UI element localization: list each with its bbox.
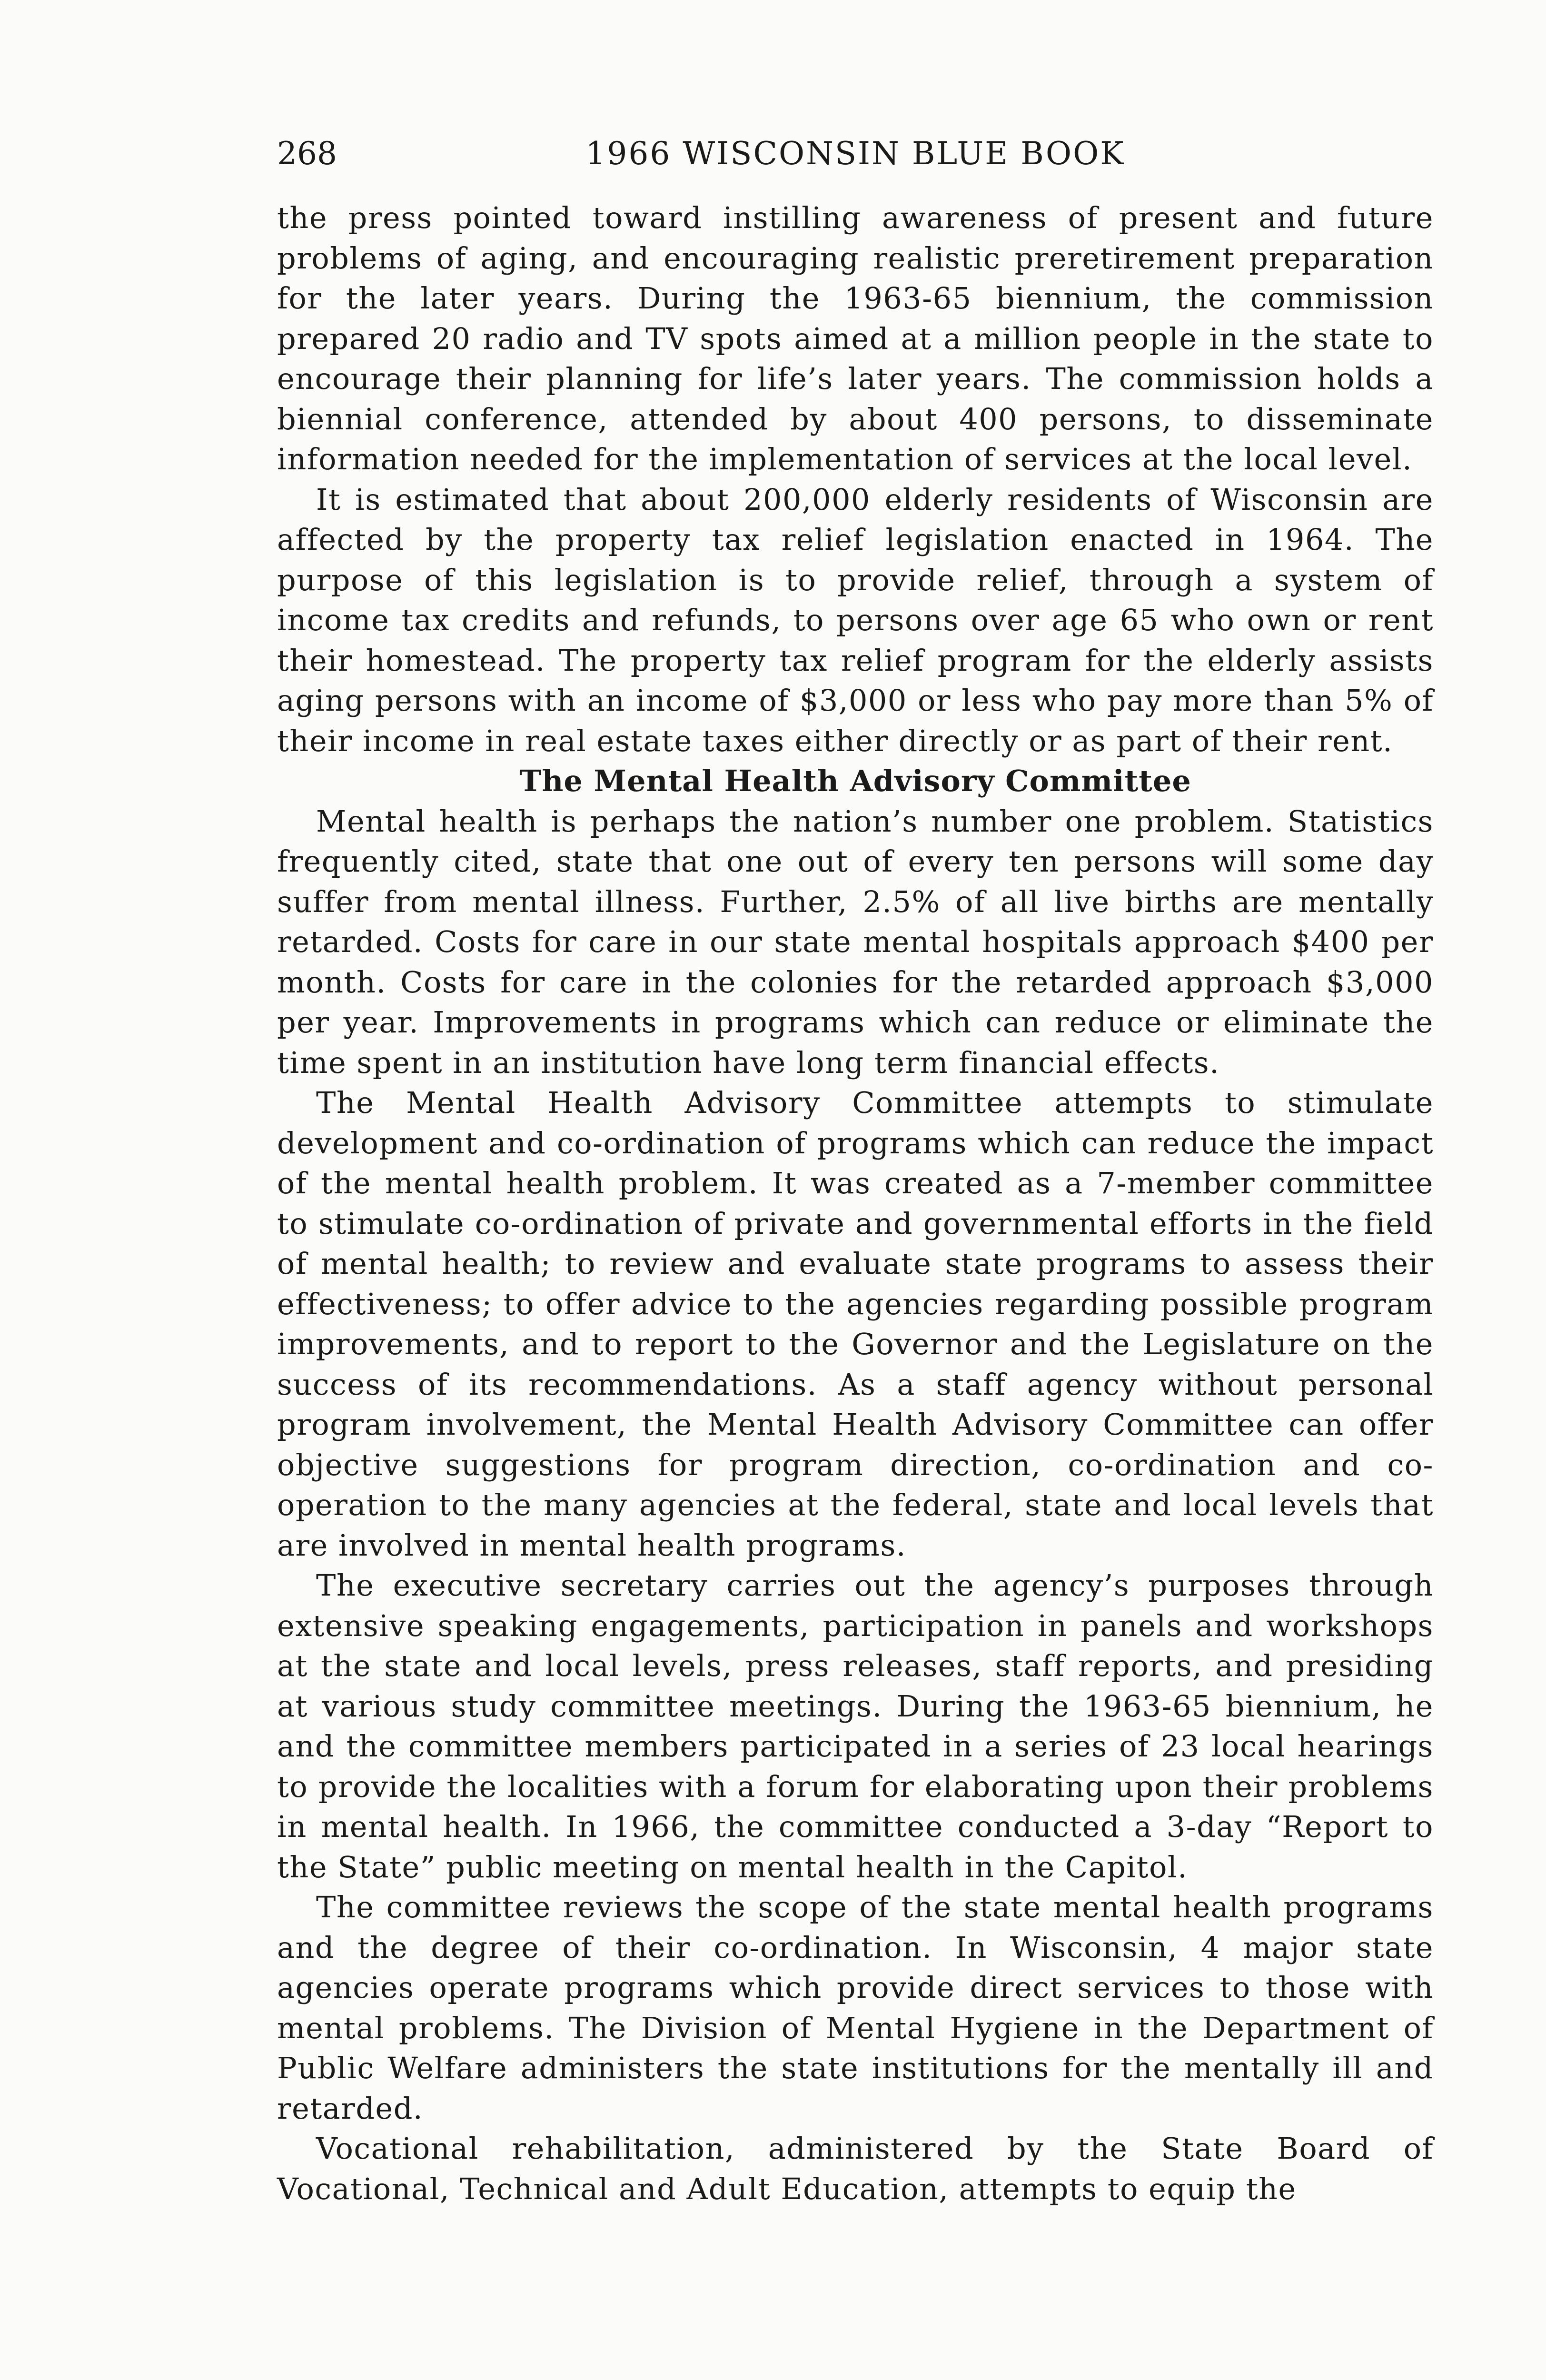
page-number: 268 — [277, 135, 337, 172]
paragraph-mental-health-problem: Mental health is perhaps the nation’s number one problem. Statistics frequently cited, state that one out of every ten persons will some day suffer from mental illness. Further, 2.5% of all live births are mentally retarded. Costs for care in our state mental hospitals approach $400 per month. Costs for care in the colonies for the retarded approach $3,000 per year. Improvements in programs which can reduce or eliminate the time spent in an institution have long term financial effects. — [277, 803, 1434, 1080]
running-title: 1966 WISCONSIN BLUE BOOK — [585, 135, 1125, 172]
paragraph-vocational-rehabilitation: Vocational rehabilitation, administered by the State Board of Vocational, Technical and Adult Education, attempts to equip the — [277, 2131, 1434, 2206]
paragraph-aging-publicity: the press pointed toward instilling awareness of present and future problems of aging, and encouraging realistic preretirement preparation for the later years. During the 1963-65 biennium, the commission prepared 20 radio and TV spots aimed at a million people in the state to encourage their planning for life’s later years. The commission holds a biennial conference, attended by about 400 persons, to disseminate information needed for the implementation of services at the local level. — [277, 200, 1434, 476]
body-text — [277, 198, 1434, 2209]
paragraph-executive-secretary: The executive secretary carries out the agency’s purposes through extensive speaking engagements, participation in panels and workshops at the state and local levels, press releases, staff reports, and presiding at various study committee meetings. During the 1963-65 biennium, he and the committee members participated in a series of 23 local hearings to provide the localities with a forum for elaborating upon their problems in mental health. In 1966, the committee conducted a 3-day “Report to the State” public meeting on mental health in the Capitol. — [277, 1568, 1434, 1884]
paragraph-program-review: The committee reviews the scope of the state mental health programs and the degree of their co-ordination. In Wisconsin, 4 major state agencies operate programs which provide direct services to those with mental problems. The Division of Mental Hygiene in the Department of Public Welfare administers the state institutions for the mentally ill and retarded. — [277, 1890, 1434, 2126]
section-heading: The Mental Health Advisory Committee — [519, 764, 1191, 798]
page-header — [277, 132, 1434, 175]
paragraph-property-tax-relief: It is estimated that about 200,000 elderly residents of Wisconsin are affected by the property tax relief legislation enacted in 1964. The purpose of this legislation is to provide relief, through a system of income tax credits and refunds, to persons over age 65 who own or rent their homestead. The property tax relief program for the elderly assists aging persons with an income of $3,000 or less who pay more than 5% of their income in real estate taxes either directly or as part of their rent. — [277, 482, 1434, 758]
paragraph-committee-purpose: The Mental Health Advisory Committee attempts to stimulate development and co-ordination of programs which can reduce the impact of the mental health problem. It was created as a 7-member committee to stimulate co-ordination of private and governmental efforts in the field of mental health; to review and evaluate state programs to assess their effectiveness; to offer advice to the agencies regarding possible program improvements, and to report to the Governor and the Legislature on the success of its recommendations. As a staff agency without personal program involvement, the Mental Health Advisory Committee can offer objective suggestions for program direction, co-ordination and co-operation to the many agencies at the federal, state and local levels that are involved in mental health programs. — [277, 1085, 1434, 1563]
